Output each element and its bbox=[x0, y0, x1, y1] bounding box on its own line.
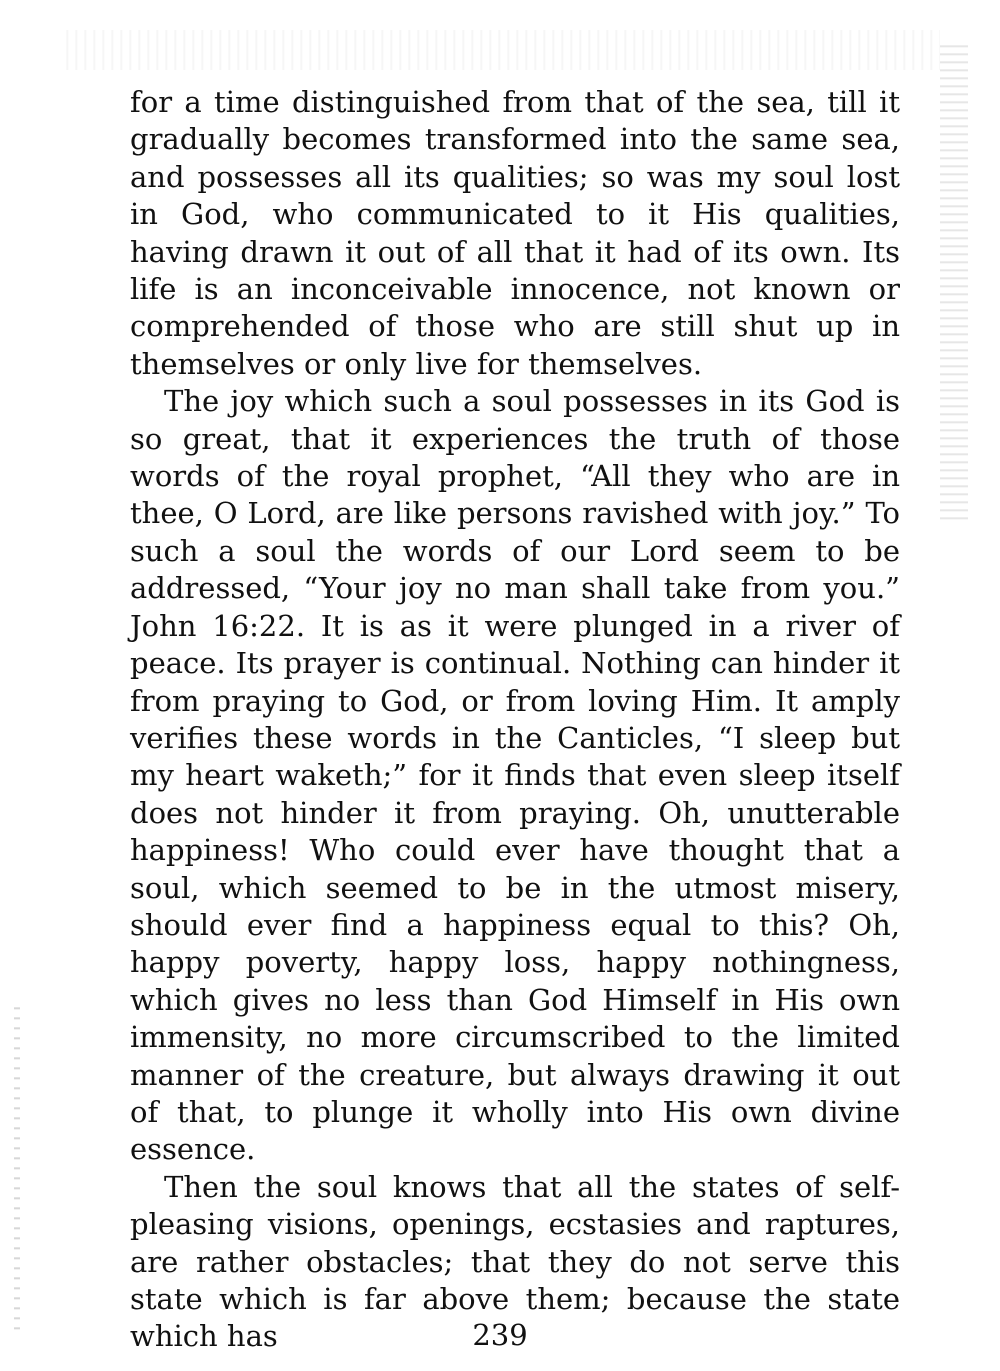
paragraph-continued: for a time distinguished from that of the sea, till it gradually becomes transformed into the same sea, and possesses all its qualities; so was my soul lost in God, who communicated to it His qualities, having drawn it out of all that it had of its own. Its life is an inconceivable innocence, not known or comprehended of those who are still shut up in themselves or only live for themselves. bbox=[130, 85, 900, 381]
page-number: 239 bbox=[472, 1318, 528, 1352]
paragraph-joy: The joy which such a soul possesses in its God is so great, that it experiences the truth of those words of the royal prophet, “All they who are in thee, O Lord, are like persons ravished with joy.” To such a soul the words of our Lord seem to be addressed, “Your joy no man shall take from you.” John 16:22. It is as it were plunged in a river of peace. Its prayer is continual. Nothing can hinder it from praying to God, or from loving Him. It amply verifies these words in the Canticles, “I sleep but my heart waketh;” for it finds that even sleep itself does not hinder it from praying. Oh, unutterable happiness! Who could ever have thought that a soul, which seemed to be in the utmost misery, should ever find a happiness equal to this? Oh, happy poverty, happy loss, happy nothingness, which gives no less than God Himself in His own immensity, no more circumscribed to the limited manner of the creature, but always drawing it out of that, to plunge it wholly into His own divine essence. bbox=[130, 384, 900, 1167]
scan-noise-right-edge bbox=[940, 40, 968, 520]
paragraph-states: Then the soul knows that all the states of self-pleasing visions, openings, ecstasies and raptures, are rather obstacles; that they do not serve this state which is far above them; because the state which has bbox=[130, 1169, 900, 1354]
scan-noise-left-edge bbox=[14, 1000, 20, 1330]
scan-noise-top bbox=[60, 30, 940, 70]
body-text bbox=[130, 84, 900, 1356]
